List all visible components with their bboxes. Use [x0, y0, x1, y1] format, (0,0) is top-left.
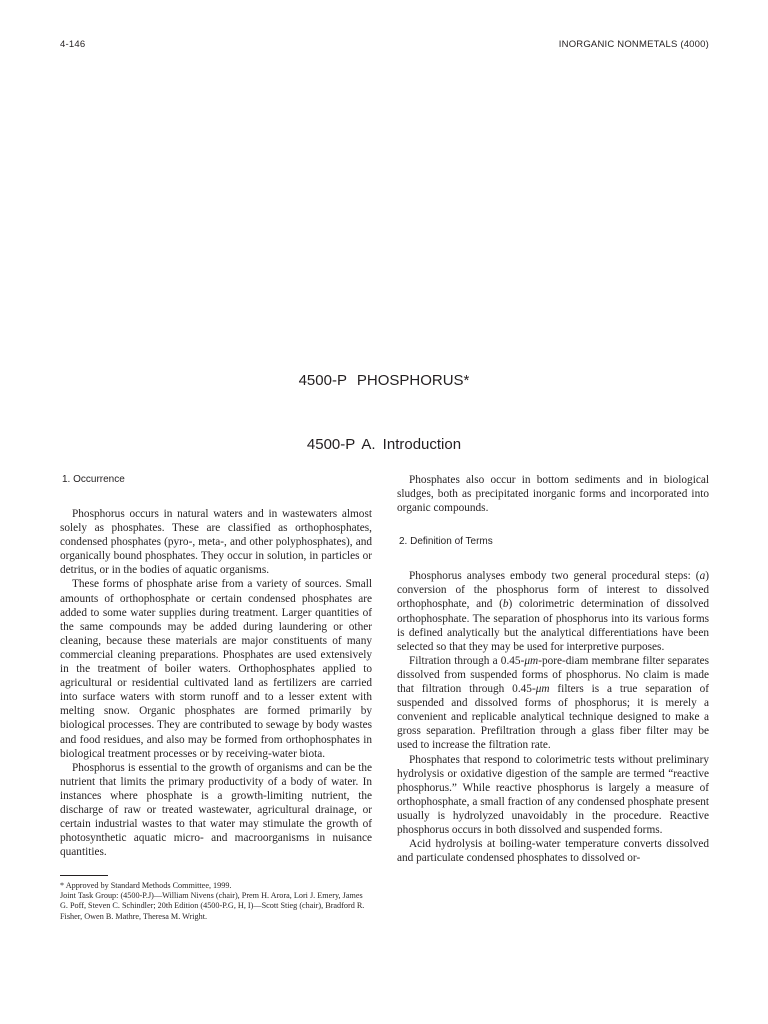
left-column	[60, 473, 372, 859]
paragraph: Phosphates also occur in bottom sediments and in biological sludges, both as precipitated inorganic forms and incorporated into organic compounds.	[397, 474, 709, 515]
part-title: 4500-P A. Introduction	[306, 436, 462, 453]
footnote-approval: * Approved by Standard Methods Committee, 1999.	[60, 881, 232, 890]
paragraph: Filtration through a 0.45-μm-pore-diam membrane filter separates dissolved from suspended forms of phosphorus. No claim is made that filtration through 0.45-μm filters is a true separation of suspended and dissolved forms of phosphorus; it is merely a convenient and replicable analytical technique designed to make a gross separation. Prefiltration through a glass fiber filter may be used to increase the filtration rate.	[397, 654, 709, 752]
footnote-task-group: Joint Task Group: (4500-P.J)—William Nivens (chair), Prem H. Arora, Lori J. Emery, James G. Poff, Steven C. Schindler; 20th Edition (4500-P.G, H, I)—Scott Stieg (chair), Bradford R. Fisher, Owen B. Mathre, Theresa M. Wright.	[60, 891, 365, 921]
paragraph: Phosphorus analyses embody two general procedural steps: (a) conversion of the phosphorus form of interest to dissolved orthophosphate, and (b) colorimetric determination of dissolved orthophosphate. The separation of phosphorus into its various forms is defined analytically but the analytical differentiations have been selected so that they may be used for interpretive purposes.	[397, 570, 710, 653]
page-number: 4-146	[60, 39, 86, 50]
method-title: 4500-P PHOSPHORUS*	[298, 372, 470, 389]
running-header: INORGANIC NONMETALS (4000)	[558, 39, 709, 50]
paragraph: Phosphates that respond to colorimetric tests without preliminary hydrolysis or oxidative digestion of the sample are termed “reactive phosphorus.” While reactive phosphorus is largely a measure of orthophosphate, a small fraction of any condensed phosphate present usually is hydrolyzed unavoidably in the procedure. Reactive phosphorus occurs in both dissolved and suspended forms.	[397, 753, 709, 836]
paragraph: These forms of phosphate arise from a variety of sources. Small amounts of orthophosphate or certain condensed phosphates are added to some water supplies during treatment. Larger quantities of the same compounds may be added during laundering or other cleaning, because these materials are major constituents of many commercial cleaning preparations. Phosphates are used extensively in the treatment of boiler waters. Orthophosphates applied to agricultural or residential cultivated land as fertilizers are carried into surface waters with storm runoff and to a lesser extent with melting snow. Organic phosphates are formed primarily by biological processes. They are contributed to sewage by body wastes and food residues, and also may be formed from orthophosphates in biological treatment processes or by receiving-water biota.	[60, 578, 372, 760]
paragraph: Acid hydrolysis at boiling-water temperature converts dissolved and particulate condensed phosphates to dissolved or-	[397, 838, 709, 865]
section-heading-definitions: 2. Definition of Terms	[399, 536, 493, 548]
right-column	[397, 473, 709, 865]
paragraph: Phosphorus occurs in natural waters and in wastewaters almost solely as phosphates. These are classified as orthophosphates, condensed phosphates (pyro-, meta-, and other polyphosphates), and organically bound phosphates. They occur in solution, in particles or detritus, or in the bodies of aquatic organisms.	[60, 508, 372, 577]
paragraph: Phosphorus is essential to the growth of organisms and can be the nutrient that limits the primary productivity of a body of water. In instances where phosphate is a growth-limiting nutrient, the discharge of raw or treated wastewater, agricultural drainage, or certain industrial wastes to that water may stimulate the growth of photosynthetic aquatic micro- and macroorganisms in nuisance quantities.	[60, 761, 372, 859]
footnote	[60, 881, 372, 922]
section-heading-occurrence: 1. Occurrence	[62, 474, 125, 485]
footnote-divider	[60, 875, 108, 876]
